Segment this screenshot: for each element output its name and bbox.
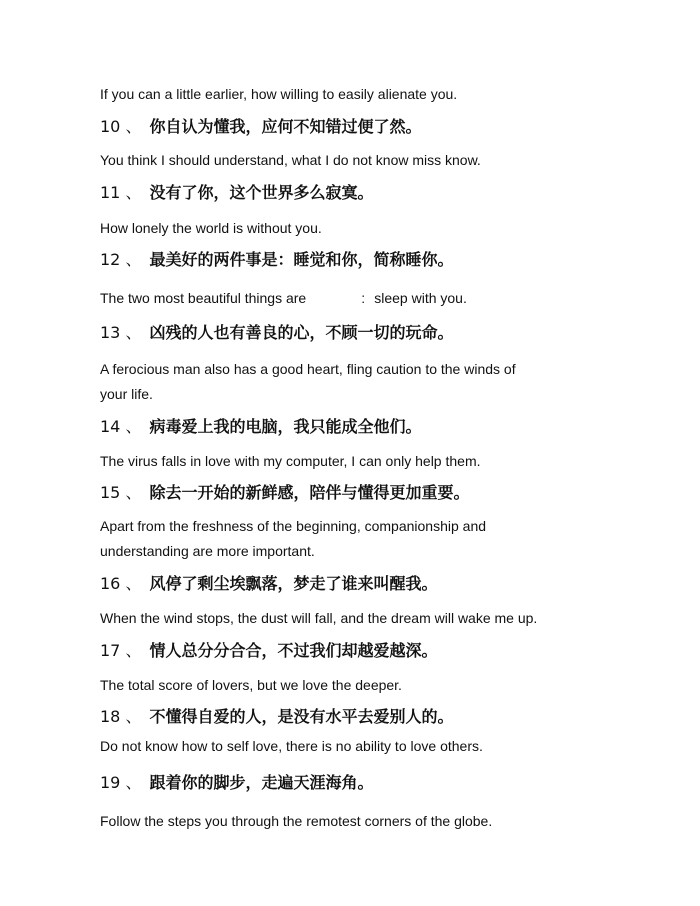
translation-line-17: The total score of lovers, but we love the deeper. [100,677,402,693]
translation-line-18: Do not know how to self love, there is no ability to love others. [100,738,483,754]
quote-number: 14 、 [100,417,142,436]
quote-line-11 [100,183,373,203]
translation-line-19: Follow the steps you through the remotest corners of the globe. [100,813,493,829]
quote-line-17 [100,641,437,661]
translation-line-14: The virus falls in love with my computer, I can only help them. [100,453,481,469]
quote-line-18 [100,707,453,727]
quote-line-15 [100,483,469,503]
colon-mark: : [361,290,366,306]
quote-number: 19 、 [100,773,142,792]
quote-text: 不懂得自爱的人，是没有水平去爱别人的。 [149,707,454,726]
translation-line-15b: understanding are more important. [100,543,315,559]
quote-number: 11 、 [100,183,142,202]
quote-text: 病毒爱上我的电脑，我只能成全他们。 [149,417,422,436]
translation-line-15a: Apart from the freshness of the beginning, companionship and [100,518,487,534]
translation-line-12 [100,289,467,307]
quote-line-16 [100,574,437,594]
quote-text: 除去一开始的新鲜感，陪伴与懂得更加重要。 [149,483,470,502]
quote-number: 12 、 [100,250,142,269]
quote-text: 跟着你的脚步，走遍天涯海角。 [149,773,374,792]
translation-part-1: The two most beautiful things are [100,290,307,306]
translation-part-2: sleep with you. [374,290,467,306]
quote-text: 没有了你，这个世界多么寂寞。 [149,183,374,202]
translation-line-11: How lonely the world is without you. [100,220,322,236]
quote-number: 10 、 [100,117,142,136]
quote-number: 13 、 [100,323,142,342]
quote-line-14 [100,417,421,437]
quote-number: 16 、 [100,574,142,593]
quote-text: 风停了剩尘埃飘落，梦走了谁来叫醒我。 [149,574,438,593]
quote-text: 你自认为懂我，应何不知错过便了然。 [149,117,422,136]
quote-text: 最美好的两件事是：睡觉和你，简称睡你。 [149,250,454,269]
quote-line-13 [100,323,453,343]
translation-line-16: When the wind stops, the dust will fall, and the dream will wake me up. [100,610,538,626]
quote-number: 15 、 [100,483,142,502]
quote-text: 凶残的人也有善良的心，不顾一切的玩命。 [149,323,454,342]
translation-line-10: You think I should understand, what I do not know miss know. [100,152,481,168]
translation-line-9: If you can a little earlier, how willing to easily alienate you. [100,86,458,102]
quote-number: 17 、 [100,641,142,660]
quote-line-19 [100,773,373,793]
quote-line-10 [100,117,421,137]
translation-line-13b: your life. [100,386,153,402]
translation-line-13a: A ferocious man also has a good heart, fling caution to the winds of [100,361,516,377]
quote-text: 情人总分分合合，不过我们却越爱越深。 [149,641,438,660]
quote-number: 18 、 [100,707,142,726]
quote-line-12 [100,250,453,270]
